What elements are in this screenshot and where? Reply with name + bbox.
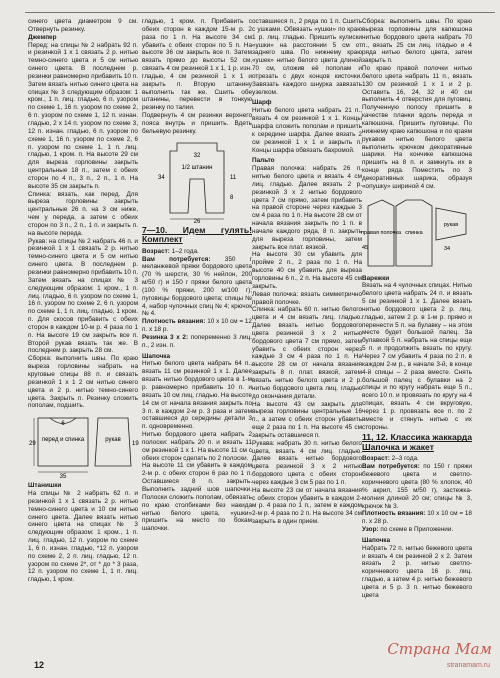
- age-value: 1–2 года.: [171, 247, 199, 255]
- paragraph-back: Спинка: набрать 60 п. нитью белого цвета и 4 см вязать лиц. гладью. Далее вязать нитью бордового цвета резинкой 3 х 2 нитью бордового цвета 7 см прямо, затем убавить с обеих сторон через каждые 3 см 4 раза по 1 п. На высоте 28 см от начала вязания закрыть 8 п. плат. вязкой, затем вязать нитью белого цвета и 2 р. нитью бордового цвета лиц. гладью до окончания детали.: [252, 306, 362, 400]
- label-sleeve: рукав: [105, 437, 121, 444]
- page-number: 12: [34, 660, 45, 670]
- dim-34: 34: [444, 245, 451, 252]
- pattern-label: Узор:: [362, 526, 379, 534]
- paragraph-assembly: Сборка: выполнить швы. По краю выреза горловины для капюшона нитью бордового цвета набрать 70 п., вязать 25 см лиц. гладью и 4 ряда нитью белого цвета, затем закрыть п.: [362, 18, 472, 65]
- dim-11: 11: [230, 174, 237, 181]
- materials-label: Вам потребуется:: [362, 463, 420, 471]
- dim-26: 26: [193, 218, 201, 225]
- materials-value: 350 г меланжевой пряжи бордового цвета (70 % шерсти, 30 % нейлон, 200 м/50 г) и 150 г пряжи белого цвета (100 % пряжи, 200 м/100 г); пуговицы бордового цвета; спицы № 4, набор чулочных спиц № 4; крючок № 4.: [142, 255, 252, 318]
- heading-jumper: Джемпер: [28, 33, 57, 41]
- paragraph: синего цвета диаметром 9 см. Отвернуть резинку.: [28, 18, 138, 33]
- density-label: Плотность вязания:: [142, 318, 206, 326]
- heading-pants: Штанишки: [28, 482, 62, 490]
- age-value: 2–3 года.: [391, 455, 419, 463]
- paragraph-hat: Нитью белого цвета набрать 64 п., вязать 11 см резинкой 1 х 1. Далее вязать нитью бордового цвета в 1-м р. равномерно прибавить 10 п. и вязать 10 см лиц. гладью. На высоте 14 см от начала вязания закрыть по 3 п. в каждом 2-м р. 3 раза и затем оставшиеся до середины детали 3 п. одновременно.: [142, 360, 252, 431]
- label-sleeve: рукав: [443, 221, 459, 228]
- paragraph-scarf: Нитью белого цвета набрать 21 п., вязать 4 см резинкой 1 х 1. Концы шарфа сложить пополам и пришить к середине шарфа. Далее вязать 2 см резинкой 1 х 1 и закрыть п. Концы шарфа обвязать бахромой.: [252, 107, 362, 154]
- paragraph-back-2: На высоте 43 см закрыть для выреза горловины центральные 16 п., а затем с обеих сторон убавить еще 2 раза по 1 п. На высоте 45 см закрыть оставшиеся п.: [252, 400, 362, 439]
- dim-34: 34: [158, 174, 165, 181]
- dim-32: 32: [193, 152, 201, 159]
- label-pants: 1/2 штанин: [181, 164, 213, 171]
- paragraph-sleeve-2: На высоте 23 см от начала вязания с обеих сторон убавить в каждом 2-м р. 4 раза по 1 п., затем в каждом 2-м р. 4 раза по 2 п. На высоте 34 см закрыть в один прием.: [252, 486, 362, 526]
- paragraph-hat: Набрать 72 п. нитью бежевого цвета и вязать 4 см резинкой 2 х 2. Затем вязать 2 р. нитью светло-коричневого цвета 16 р. лиц. гладью, а затем 4 р. нитью бежевого цвета и 5 р. 3 п. нитью бежевого цвета: [362, 544, 472, 599]
- paragraph-back: Спинка: вязать, как перед. Для выреза горловины закрыть центральные 26 п. на 3 см ниже, чем у переда, а затем с обеих сторон по 3 п., 2 п., 1 п. и закрыть п. на высоте переда.: [28, 190, 138, 237]
- dim-29: 29: [29, 441, 36, 448]
- pants-diagram: [142, 139, 252, 223]
- paragraph-assembly: Сборка: выполнить швы. По краю выреза горловины набрать на круговые спицы 88 п. и связать резинкой 1 х 1 2 см нитью синего цвета и 2 р. нитью темно-синего цвета. Закрыть п. Резинку сложить пополам, подшить.: [28, 355, 138, 410]
- paragraph-pants: На спицы № 2 набрать 62 п. и резинкой 1 х 1 связать 2 р. нитью темно-синего цвета и 10 см нитью синего цвета. Далее вязать нитью синего цвета на спицах № 3 следующим образом: 1 кром., 1 п. лиц. гладью, 12 п. узором по схеме 1, 6 п. изнан. гладью, *12 п. узором по схеме 2, 2 п. лиц. гладью, 12 п. узором по схеме 2*, от * до * 3 раза, 12 п. узором по схеме 1, 1 п. лиц. гладью, 1 кром.: [28, 490, 138, 584]
- heading-mittens: Варежки: [362, 274, 390, 282]
- label-right-front: правая полочка: [360, 229, 402, 236]
- paragraph: оставшиеся п., 2 ряда по 1 п. Сшить с ушками. Обвязать «ушки» по краю 1 р. лиц. гладью. Пришить кулиски «ушки» на расстоянии 5 см от заднего шва. По нижнему краю «ушек» нитью белого цвета длиной 70 см, сложив её пополам и отрезать с двух концов кисточки. Завязать каждого шнурка завязать узелком.: [252, 18, 362, 96]
- section-title-7-10: 7—10. Идем гулять! Комплект: [142, 224, 252, 245]
- column-2: [142, 18, 252, 533]
- heading-hat: Шапочка: [142, 352, 171, 360]
- top-rule: [25, 12, 495, 13]
- paragraph: Подвернуть 4 см резинки верхнего пояса внутрь и пришить. Вдеть бельевую резинку.: [142, 112, 252, 135]
- materials-value: по 150 г пряжи бежевого цвета и светло-коричневого цвета (80 % хлопок, 40 % акрил, 155 м/50 г), застежка-молния длиной 20 см; спицы № 3, крючок № 3.: [362, 463, 472, 510]
- age-label: Возраст:: [362, 455, 390, 463]
- paragraph-left-front: Левая полочка: вязать симметрично правой полочке.: [252, 290, 362, 306]
- paragraph-hat-2: Нитью бордового цвета набрать 2 полоски: набрать 20 п. и вязать 11 см резинкой 1 х 1. На высоте 11 см с обеих сторон сделать по 2 полоски.: [142, 431, 252, 462]
- dim-6: 6: [61, 421, 65, 428]
- density-value: 10 х 10 см = 18 п. х 28 р.: [362, 510, 472, 526]
- coat-diagram: [362, 194, 472, 272]
- pattern-value: по схеме в Приложении.: [380, 526, 454, 534]
- pattern-value: попеременно 3 лиц. п., 2 изн. п.: [142, 333, 252, 349]
- paragraph-hat-3: На высоте 11 см убавить в каждом 2-м р. с обеих сторон 6 раз по 1 п. Оставшиеся 8 п. закрыть. Выполнить задний шов шапочки. Полоски сложить пополам, обвязать по краю столбиками без накида нитью белого цвета, «ушки» пришить на место по бокам шапочки.: [142, 462, 252, 533]
- label-front-back: перед и спинка: [41, 437, 85, 444]
- dim-45: 45: [362, 244, 369, 251]
- label-back: спинка: [405, 229, 423, 236]
- paragraph: гладью, 1 кром. п. Прибавить с обеих сторон в каждом 15-м р. 2 раза по 1 п. На высоте 34 см убавить с обеих сторон по 5 п. На высоте 36 см закрыть все п. Затем вязать прямо до высоты 52 см, связать 4 см резинкой 1 х 1, 1 р. изн. гладью, 4 см резинкой 1 х 1 и закрыть п. Вторую штанину выполнить так же. Сшить обе штанины, перевести в тонкую резинку по талии.: [142, 18, 252, 112]
- paragraph-mittens: Вязать на 4 чулочных спицах. Нитью белого цвета набрать 24 п. и вязать 5 см резинкой 1 х 1. Далее вязать нитью бордового цвета 2 р. лиц. гладью, затем 2 р. в 1-м р. прямо и перенести 5 п. на булавку – на этом месте будет большой палец. За булавкой 5 п. набрать на спицы еще 5 п. и продолжить вязать по кругу. Через 7 см убавить 4 раза по 2 п. в каждом 2-м р., в начале 3-й, в конце 4-й спицы – 2 раза вместе. Снять большой палец с булавки на 2 спицы и по кругу набрать еще 5 п., всего 10 п. и провязать по кругу на 4 спицах, вязать 4 см вкруговую, через 1 р. провязать все п. по 2 вместе и стянуть нитью с их стороны.: [362, 282, 472, 431]
- watermark-logo: Страна Мам: [387, 640, 492, 658]
- jumper-diagram: [28, 413, 138, 479]
- paragraph-right-front: Правая полочка: набрать 26 п. нитью белого цвета и вязать 4 см лиц. гладью. Далее вязать 2 р. резинкой 3 х 2 нитью бордового цвета 7 см прямо, затем прибавить на правой стороне через каждые 3 см 4 раза по 1 п. На высоте 28 см от начала вязания закрыть по 1 п. в начале каждого ряда, 8 п. закрыть для выреза горловины, затем закрыть все плат. вязкой.: [252, 165, 362, 251]
- watermark-url: stranamam.ru: [446, 662, 490, 669]
- paragraph-right-front-2: На высоте 30 см убавить для пройме 2 п., 2 раза по 1 п. На высоте 40 см убавить для выреза горловины 6 п., 2 п. На высоте 45 см закрыть.: [252, 251, 362, 290]
- section-title-11-12: 11, 12. Классика жаккарда Шапочка и жакет: [362, 432, 472, 452]
- paragraph-placket: По краю правой полочки нитью белого цвета набрать 11 п., вязать 130 см резинкой 1 х 1 и 2 р. Оставить 16, 24, 32 и 40 см выполнить 4 отверстия для пуговиц. Полученную полосу пришить в качестве планки вдоль переда и капюшона. Пришить пуговицы. По нижнему краю капюшона и по краям рукавов нитью белого цвета выполнить крючком декоративные шарики. На кончике капюшона пришить на 8 п. и замкнуть их в конце ряда. Поместить по 3 декоративных шарика, образуя «опушку» шириной 4 см.: [362, 65, 472, 190]
- density-label: Плотность вязания:: [362, 510, 426, 518]
- paragraph-sleeve: Рукав: на спицы № 2 набрать 46 п. и резинкой 1 х 1 связать 2 р. нитью темно-синего цвета и 5 см нитью синего цвета. В последнем р. резинки равномерно прибавить 10 п. Затем вязать на спицах № 3 следующим образом: 1 кром., 1 п. лиц. гладью, 6 п. узором по схеме 1, 16 п. узором по схеме 2, 6 п. узором по схеме 1, 1 п. лиц. гладью, 1 кром. п. Для скосов прибавить с обеих сторон в каждом 10-м р. 4 раза по 1 п. На высоте 19 см закрыть все п. Второй рукав вязать так же. В последнем р. закрыть 28 см.: [28, 237, 138, 355]
- heading-coat: Пальто: [252, 157, 275, 165]
- column-3: [252, 18, 362, 526]
- column-4: [362, 18, 472, 600]
- paragraph-front: Перед: на спицы № 2 набрать 92 п. и резинкой 1 х 1 связать 2 р. нитью темно-синего цвета и 5 см нитью синего цвета. В последнем р. резинки равномерно прибавить 10 п. Затем вязать нитью синего цвета на спицах № 3 следующим образом: 1 кром., 1 п. лиц. гладью, 6 п. узором по схеме 1, 16 п. узором по схеме 2, 6 п. узором по схеме 1, 12 п. изнан. гладью, 2 х 14 п. узором по схеме 3, 12 п. изнан. гладью, 6 п. узором по схеме 1, 16 п. узором по схеме 2, 6 п. узором по схеме 1, 1 п. лиц. гладью, 1 кром. п. На высоте 29 см для выреза горловины закрыть центральные 18 п., затем с обеих сторон по 4 п., 3 п., 2 п., 1 п. На высоте 35 см закрыть п.: [28, 41, 138, 190]
- dim-8: 8: [230, 194, 234, 201]
- heading-hat: Шапочка: [362, 536, 391, 544]
- heading-scarf: Шарф: [252, 99, 272, 107]
- age-label: Возраст:: [142, 247, 170, 255]
- dim-35: 35: [59, 474, 67, 481]
- column-1: [28, 18, 138, 584]
- paragraph-sleeve: Рукава: набрать 30 п. нитью белого цвета, вязать 4 см лиц. гладью. Далее вязать нитью бордового цвета резинкой 3 х 2 нитью бордового цвета с обеих сторон через каждые 3 см 5 раз по 1 п.: [252, 439, 362, 486]
- pattern-label: Резинка 3 х 2:: [142, 333, 189, 341]
- dim-19: 19: [132, 441, 139, 448]
- materials-label: Вам потребуется:: [142, 255, 211, 263]
- density-value: 10 х 10 см = 12 п. х 18 р.: [142, 318, 252, 334]
